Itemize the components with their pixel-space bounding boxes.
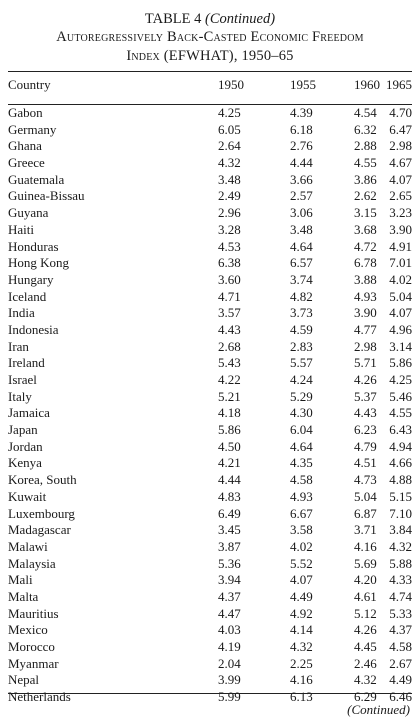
cell-1960: 4.93 xyxy=(354,288,377,304)
cell-1950: 6.05 xyxy=(218,121,241,137)
cell-1965: 4.66 xyxy=(389,455,412,471)
cell-country: Germany xyxy=(8,121,57,137)
cell-1965: 2.67 xyxy=(389,655,412,671)
table-row xyxy=(8,572,412,589)
cell-1955: 4.49 xyxy=(290,588,313,604)
table-row xyxy=(8,239,412,256)
cell-country: Greece xyxy=(8,155,45,171)
top-rule xyxy=(8,71,412,72)
cell-1950: 6.38 xyxy=(218,255,241,271)
cell-1965: 5.15 xyxy=(389,488,412,504)
cell-country: Morocco xyxy=(8,639,55,654)
cell-1950: 5.43 xyxy=(218,355,241,371)
cell-1960: 4.79 xyxy=(354,438,377,454)
cell-country: Honduras xyxy=(8,238,59,254)
table-caption xyxy=(0,0,420,66)
cell-country: Malta xyxy=(8,588,39,604)
cell-1960: 3.71 xyxy=(354,522,377,538)
header-country: Country xyxy=(8,77,51,92)
table-body xyxy=(8,105,412,706)
table-row xyxy=(8,188,412,205)
cell-1960: 3.68 xyxy=(354,221,377,237)
cell-1960: 4.26 xyxy=(354,372,377,387)
table-row xyxy=(8,556,412,573)
table-title xyxy=(0,10,420,28)
header-1960: 1960 xyxy=(354,77,380,92)
cell-country: Guatemala xyxy=(8,171,65,187)
table-row xyxy=(8,289,412,306)
cell-1960: 4.72 xyxy=(354,238,377,254)
cell-1965: 4.91 xyxy=(389,238,412,254)
cell-1960: 3.15 xyxy=(354,205,377,221)
cell-country: Kuwait xyxy=(8,488,47,504)
table-row xyxy=(8,405,412,422)
cell-1960: 5.71 xyxy=(354,355,377,371)
cell-1960: 4.73 xyxy=(354,472,377,488)
table-row xyxy=(8,372,412,389)
cell-country: Iceland xyxy=(8,288,47,304)
cell-1965: 4.70 xyxy=(389,105,412,120)
cell-country: Netherlands xyxy=(8,689,71,705)
cell-1960: 5.04 xyxy=(354,488,377,504)
cell-1965: 5.46 xyxy=(389,388,412,404)
table-row xyxy=(8,422,412,439)
cell-1950: 3.60 xyxy=(218,271,241,287)
cell-1960: 4.26 xyxy=(354,622,377,638)
cell-1955: 3.48 xyxy=(290,221,313,237)
cell-1960: 6.87 xyxy=(354,505,377,521)
cell-1955: 4.93 xyxy=(290,488,313,504)
cell-1960: 5.37 xyxy=(354,388,377,404)
cell-1960: 2.62 xyxy=(354,188,377,204)
cell-1960: 4.61 xyxy=(354,588,377,604)
cell-1950: 4.22 xyxy=(218,372,241,387)
cell-1955: 2.25 xyxy=(290,655,313,671)
cell-1955: 4.44 xyxy=(290,155,313,171)
cell-1955: 4.92 xyxy=(290,605,313,621)
cell-1965: 5.04 xyxy=(389,288,412,304)
cell-1960: 4.54 xyxy=(354,105,377,120)
cell-1950: 2.49 xyxy=(218,188,241,204)
cell-country: Madagascar xyxy=(8,522,71,538)
cell-1955: 4.35 xyxy=(290,455,313,471)
cell-1955: 3.74 xyxy=(290,271,313,287)
cell-1960: 2.98 xyxy=(354,338,377,354)
cell-country: Iran xyxy=(8,338,29,354)
bottom-rule xyxy=(8,693,412,694)
cell-1955: 5.57 xyxy=(290,355,313,371)
cell-1950: 5.21 xyxy=(218,388,241,404)
cell-1965: 6.43 xyxy=(389,422,412,438)
cell-1950: 5.86 xyxy=(218,422,241,438)
cell-1960: 4.16 xyxy=(354,538,377,554)
cell-1955: 4.32 xyxy=(290,639,313,654)
cell-country: Italy xyxy=(8,388,32,404)
cell-country: Mali xyxy=(8,572,33,588)
cell-1950: 3.57 xyxy=(218,305,241,321)
table-row xyxy=(8,305,412,322)
cell-1955: 6.57 xyxy=(290,255,313,271)
cell-1965: 3.84 xyxy=(389,522,412,538)
cell-country: Ireland xyxy=(8,355,45,371)
table-row xyxy=(8,506,412,523)
cell-1950: 3.99 xyxy=(218,672,241,688)
cell-country: Mexico xyxy=(8,622,48,638)
cell-1955: 5.52 xyxy=(290,555,313,571)
cell-1965: 5.33 xyxy=(389,605,412,621)
table-row xyxy=(8,339,412,356)
cell-1965: 4.74 xyxy=(389,588,412,604)
cell-country: Guyana xyxy=(8,205,49,221)
cell-1960: 4.43 xyxy=(354,405,377,421)
cell-1960: 4.20 xyxy=(354,572,377,588)
cell-1965: 3.14 xyxy=(389,338,412,354)
cell-1955: 6.13 xyxy=(290,689,313,705)
cell-1960: 2.88 xyxy=(354,138,377,154)
cell-1950: 5.99 xyxy=(218,689,241,705)
cell-1955: 4.30 xyxy=(290,405,313,421)
cell-country: Nepal xyxy=(8,672,40,688)
table-row xyxy=(8,172,412,189)
cell-1965: 4.88 xyxy=(389,472,412,488)
cell-1965: 4.33 xyxy=(389,572,412,588)
cell-country: Mauritius xyxy=(8,605,59,621)
cell-1965: 6.47 xyxy=(389,121,412,137)
cell-1955: 4.14 xyxy=(290,622,313,638)
cell-1955: 6.67 xyxy=(290,505,313,521)
cell-1955: 4.59 xyxy=(290,321,313,337)
cell-1965: 6.46 xyxy=(389,689,412,705)
table-row xyxy=(8,656,412,673)
table-header xyxy=(8,77,412,95)
cell-1965: 2.65 xyxy=(389,188,412,204)
table-row xyxy=(8,222,412,239)
table-label: TABLE 4 xyxy=(144,11,202,27)
cell-1955: 2.83 xyxy=(290,338,313,354)
cell-1960: 4.32 xyxy=(354,672,377,688)
cell-1955: 3.73 xyxy=(290,305,313,321)
cell-country: Japan xyxy=(8,422,38,438)
cell-1965: 4.49 xyxy=(389,672,412,688)
cell-1965: 4.07 xyxy=(389,305,412,321)
cell-1955: 4.82 xyxy=(290,288,313,304)
table-row xyxy=(8,355,412,372)
cell-1950: 5.36 xyxy=(218,555,241,571)
cell-1950: 4.18 xyxy=(218,405,241,421)
cell-1955: 3.66 xyxy=(290,171,313,187)
cell-1950: 2.96 xyxy=(218,205,241,221)
cell-1955: 2.76 xyxy=(290,138,313,154)
cell-1955: 6.18 xyxy=(290,121,313,137)
table-row xyxy=(8,322,412,339)
cell-1950: 4.21 xyxy=(218,455,241,471)
cell-1950: 2.64 xyxy=(218,138,241,154)
cell-country: Haiti xyxy=(8,221,34,237)
cell-1950: 3.45 xyxy=(218,522,241,538)
cell-1950: 4.47 xyxy=(218,605,241,621)
table-row xyxy=(8,439,412,456)
table-row xyxy=(8,489,412,506)
cell-1950: 4.53 xyxy=(218,238,241,254)
cell-1960: 3.90 xyxy=(354,305,377,321)
cell-1955: 4.58 xyxy=(290,472,313,488)
cell-1965: 7.01 xyxy=(389,255,412,271)
cell-1955: 6.04 xyxy=(290,422,313,438)
cell-country: Malaysia xyxy=(8,555,56,571)
table-row xyxy=(8,105,412,122)
table-row xyxy=(8,155,412,172)
continued-tag: (Continued) xyxy=(204,11,276,27)
cell-1965: 4.55 xyxy=(389,405,412,421)
cell-1950: 4.03 xyxy=(218,622,241,638)
table-row xyxy=(8,672,412,689)
cell-1965: 4.96 xyxy=(389,321,412,337)
cell-1955: 2.57 xyxy=(290,188,313,204)
cell-1960: 4.77 xyxy=(354,321,377,337)
cell-country: Myanmar xyxy=(8,655,59,671)
cell-1960: 2.46 xyxy=(354,655,377,671)
cell-country: Hong Kong xyxy=(8,255,70,271)
cell-1955: 4.07 xyxy=(290,572,313,588)
table-row xyxy=(8,255,412,272)
table-row xyxy=(8,606,412,623)
table-row xyxy=(8,455,412,472)
cell-1955: 5.29 xyxy=(290,388,313,404)
cell-country: Korea, South xyxy=(8,472,77,488)
cell-1955: 4.02 xyxy=(290,538,313,554)
cell-1960: 3.86 xyxy=(354,171,377,187)
cell-1950: 2.68 xyxy=(218,338,241,354)
cell-country: Luxembourg xyxy=(8,505,75,521)
header-1965: 1965 xyxy=(386,77,412,92)
cell-1950: 4.43 xyxy=(218,321,241,337)
cell-1950: 4.44 xyxy=(218,472,241,488)
cell-country: Jamaica xyxy=(8,405,50,421)
cell-1950: 3.94 xyxy=(218,572,241,588)
cell-country: India xyxy=(8,305,35,321)
table-row xyxy=(8,622,412,639)
table-row xyxy=(8,122,412,139)
cell-1950: 2.04 xyxy=(218,655,241,671)
table-row xyxy=(8,138,412,155)
cell-1950: 4.19 xyxy=(218,639,241,654)
table-subtitle-line-2: Index (EFWHAT), 1950–65 xyxy=(126,48,294,64)
cell-1965: 4.58 xyxy=(389,639,412,654)
cell-1965: 4.25 xyxy=(389,372,412,387)
table-row xyxy=(8,589,412,606)
cell-1950: 6.49 xyxy=(218,505,241,521)
cell-1965: 4.02 xyxy=(389,271,412,287)
cell-1950: 3.28 xyxy=(218,221,241,237)
table-row xyxy=(8,522,412,539)
cell-1955: 4.39 xyxy=(290,105,313,120)
cell-1960: 4.55 xyxy=(354,155,377,171)
cell-1955: 3.58 xyxy=(290,522,313,538)
table-row xyxy=(8,639,412,656)
cell-1955: 4.16 xyxy=(290,672,313,688)
cell-country: Gabon xyxy=(8,105,43,120)
cell-1955: 4.64 xyxy=(290,438,313,454)
cell-1950: 3.48 xyxy=(218,171,241,187)
cell-country: Ghana xyxy=(8,138,42,154)
cell-1960: 6.23 xyxy=(354,422,377,438)
cell-1955: 3.06 xyxy=(290,205,313,221)
cell-1960: 6.29 xyxy=(354,689,377,705)
header-1950: 1950 xyxy=(218,77,244,92)
cell-1960: 6.78 xyxy=(354,255,377,271)
table-row xyxy=(8,472,412,489)
cell-1965: 4.67 xyxy=(389,155,412,171)
cell-country: Jordan xyxy=(8,438,43,454)
cell-1965: 3.23 xyxy=(389,205,412,221)
cell-country: Guinea-Bissau xyxy=(8,188,85,204)
table-row xyxy=(8,205,412,222)
table-row xyxy=(8,539,412,556)
cell-1950: 4.50 xyxy=(218,438,241,454)
cell-country: Hungary xyxy=(8,271,54,287)
cell-1965: 5.88 xyxy=(389,555,412,571)
cell-1960: 5.12 xyxy=(354,605,377,621)
cell-1950: 4.25 xyxy=(218,105,241,120)
table-row xyxy=(8,272,412,289)
cell-country: Malawi xyxy=(8,538,48,554)
cell-1950: 4.71 xyxy=(218,288,241,304)
cell-1965: 3.90 xyxy=(389,221,412,237)
cell-country: Indonesia xyxy=(8,321,59,337)
cell-1965: 7.10 xyxy=(389,505,412,521)
cell-1965: 4.94 xyxy=(389,438,412,454)
cell-1950: 3.87 xyxy=(218,538,241,554)
cell-1960: 4.45 xyxy=(354,639,377,654)
cell-1965: 5.86 xyxy=(389,355,412,371)
cell-1950: 4.83 xyxy=(218,488,241,504)
table-row xyxy=(8,389,412,406)
cell-1965: 4.32 xyxy=(389,538,412,554)
cell-1950: 4.37 xyxy=(218,588,241,604)
cell-1955: 4.64 xyxy=(290,238,313,254)
cell-1950: 4.32 xyxy=(218,155,241,171)
cell-1955: 4.24 xyxy=(290,372,313,387)
continued-footer: (Continued) xyxy=(347,702,410,717)
cell-1960: 5.69 xyxy=(354,555,377,571)
cell-1960: 4.51 xyxy=(354,455,377,471)
cell-country: Kenya xyxy=(8,455,42,471)
cell-1965: 4.37 xyxy=(389,622,412,638)
cell-country: Israel xyxy=(8,372,37,387)
cell-1965: 2.98 xyxy=(389,138,412,154)
header-1955: 1955 xyxy=(290,77,316,92)
table-subtitle-line-1: Autoregressively Back-Casted Economic Freedom xyxy=(56,29,364,45)
cell-1960: 3.88 xyxy=(354,271,377,287)
cell-1960: 6.32 xyxy=(354,121,377,137)
cell-1965: 4.07 xyxy=(389,171,412,187)
